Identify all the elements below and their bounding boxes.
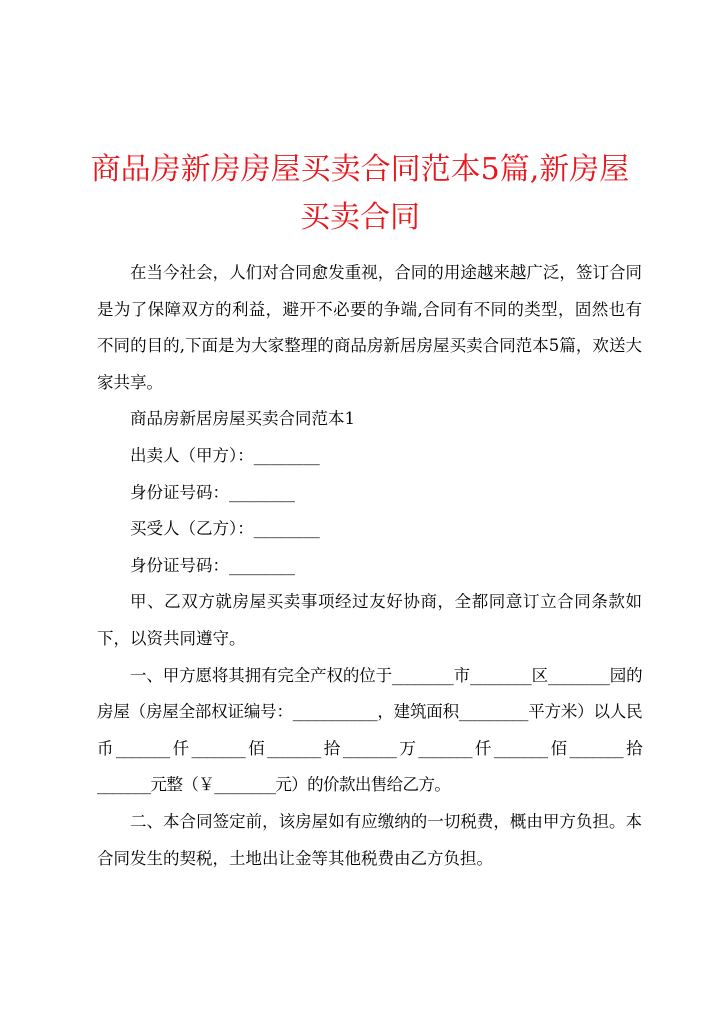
document-title: 商品房新房房屋买卖合同范本5篇,新房屋买卖合同	[90, 152, 630, 235]
clause-one-paragraph: 一、甲方愿将其拥有完全产权的位于________市________区________园的房屋（房屋全部权证编号：___________，建筑面积_________平方米）以人民币_______仟_______佰_______拾_______万_______仟_______佰_______拾_______元整（￥________元）的价款出售给乙方。	[97, 665, 642, 795]
intro-paragraph: 在当今社会，人们对合同愈发重视，合同的用途越来越广泛，签订合同是为了保障双方的利益，避开不必要的争端,合同有不同的类型，固然也有不同的目的,下面是为大家整理的商品房新居房屋买卖合同范本5篇，欢送大家共享。	[97, 263, 642, 392]
agreement-paragraph: 甲、乙双方就房屋买卖事项经过友好协商，全都同意订立合同条款如下，以资共同遵守。	[97, 592, 642, 648]
seller-id-line: 身份证号码：________	[130, 482, 295, 502]
buyer-id-line: 身份证号码：________	[130, 555, 295, 575]
seller-line: 出卖人（甲方）：________	[130, 445, 320, 465]
document-body	[97, 255, 642, 877]
buyer-line: 买受人（乙方）：________	[130, 519, 320, 539]
contract-heading: 商品房新居房屋买卖合同范本1	[130, 409, 355, 429]
clause-two-paragraph: 二、本合同签定前，该房屋如有应缴纳的一切税费，概由甲方负担。本合同发生的契税，土地出让金等其他税费由乙方负担。	[97, 811, 642, 868]
